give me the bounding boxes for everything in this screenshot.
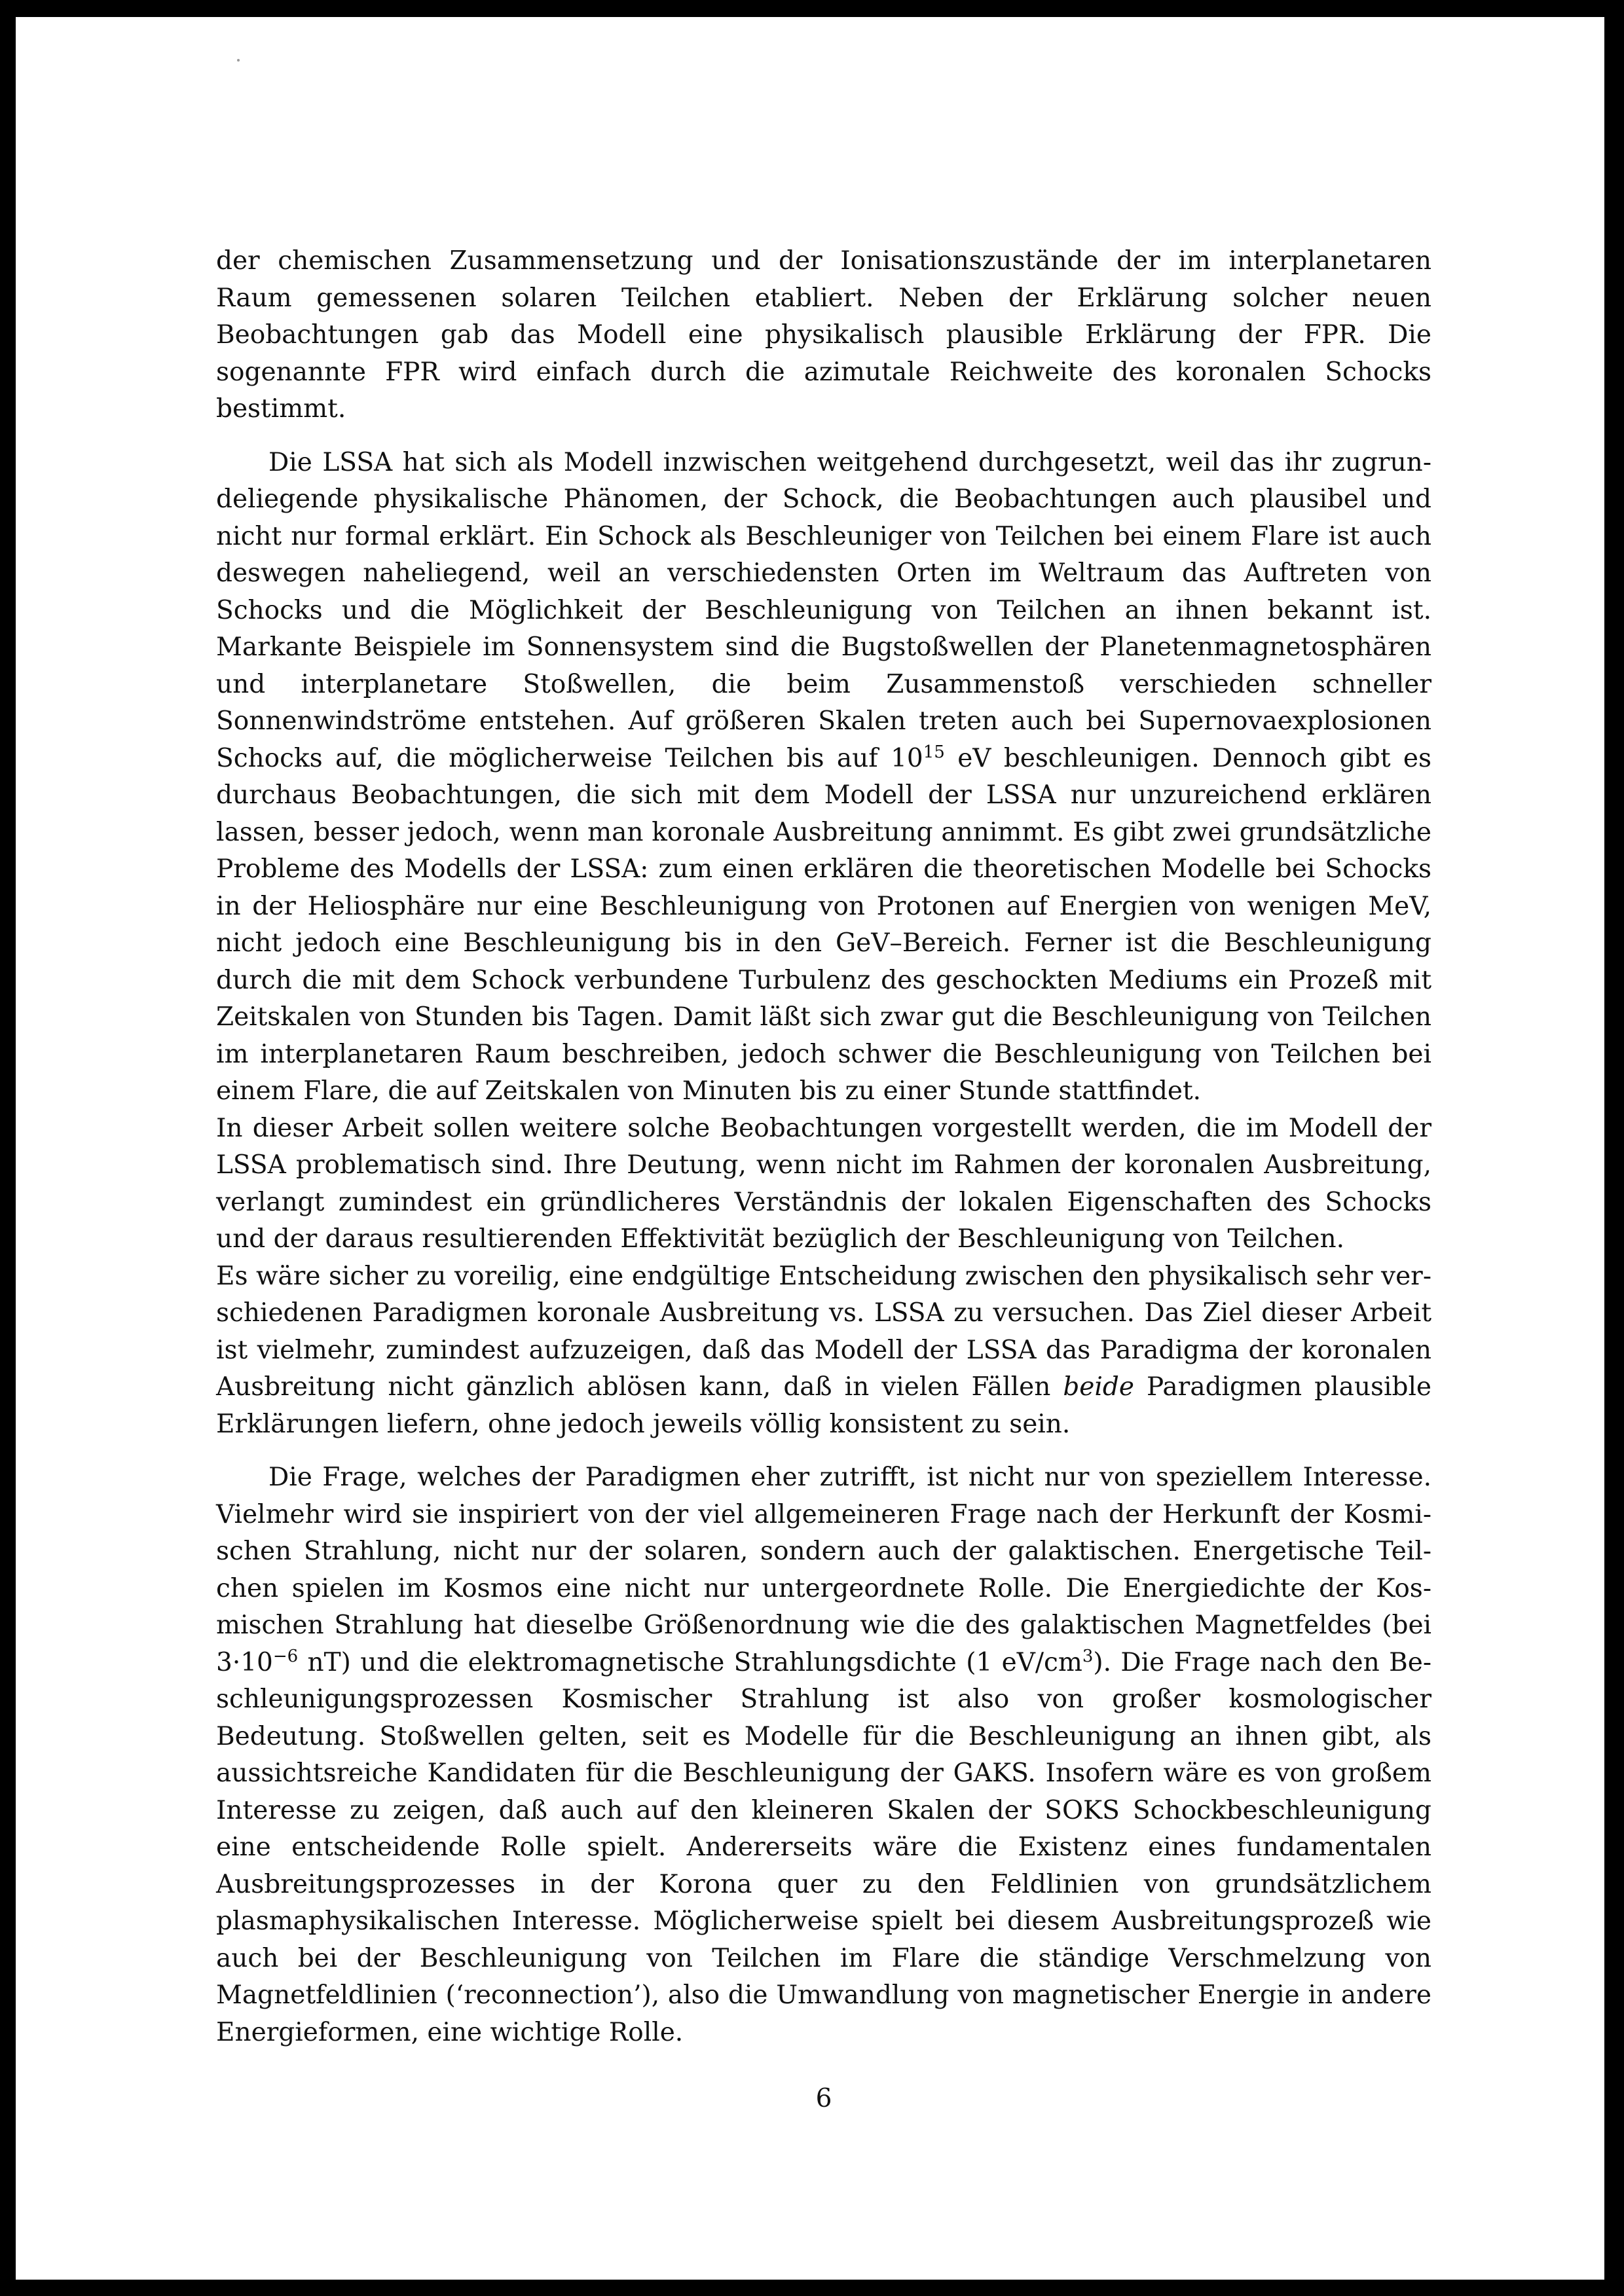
page-number: 6: [815, 2084, 832, 2113]
paragraph-3-text: In dieser Arbeit sollen weitere solche Beobachtungen vorgestellt werden, die im Modell der LSSA problematisch sind. Ihre Deutung, wenn nicht im Rahmen der koronalen Ausbreitung, verlangt zumindest ein gründlicheres Verständnis der lokalen Eigenschaften des Schocks und der daraus resultierenden Effektivität bezüglich der Beschleunigung von Teilchen.: [216, 1113, 1431, 1254]
paragraph-4-text-b: Paradigmen plausible Erklärungen liefern, ohne jedoch jeweils völlig konsistent zu sein.: [216, 1372, 1431, 1439]
exponent-minus-6: −6: [272, 1646, 299, 1666]
paragraph-1-text: der chemischen Zusammensetzung und der Ionisationszustände der im interplanetaren Raum gemessenen solaren Teilchen etabliert. Neben der Erklärung solcher neuen Beobachtungen gab das Modell eine physikalisch plausible Erklärung der FPR. Die sogenannte FPR wird einfach durch die azimutale Reichweite des koronalen Schocks bestimmt.: [216, 246, 1431, 424]
paragraph-4: [216, 1258, 1431, 1444]
body-text: [216, 243, 1431, 2051]
paragraph-5-text-a: Die Frage, welches der Paradigmen eher zutrifft, ist nicht nur von speziellem Interesse. Vielmehr wird sie inspiriert von der viel allgemeineren Frage nach der Herkunft der Kosmischen Strahlung, nicht nur der solaren, sondern auch der galaktischen. Energetische Teilchen spielen im Kosmos eine nicht nur untergeordnete Rolle. Die Energiedichte der Kosmischen Strahlung hat dieselbe Größenordnung wie die des galaktischen Magnetfeldes (bei 3·10: [216, 1463, 1431, 1677]
paragraph-2-text-b: eV beschleunigen. Dennoch gibt es durchaus Beobachtungen, die sich mit dem Modell der LSSA nur unzureichend erklären lassen, besser jedoch, wenn man koronale Ausbreitung annimmt. Es gibt zwei grundsätzliche Probleme des Modells der LSSA: zum einen erklären die theoretischen Modelle bei Schocks in der Heliosphäre nur eine Beschleunigung von Protonen auf Energien von wenigen MeV, nicht jedoch eine Beschleunigung bis in den GeV–Bereich. Ferner ist die Beschleunigung durch die mit dem Schock verbundene Turbulenz des geschockten Mediums ein Prozeß mit Zeitskalen von Stunden bis Tagen. Damit läßt sich zwar gut die Beschleunigung von Teilchen im interplanetaren Raum beschreiben, jedoch schwer die Beschleunigung von Teilchen bei einem Flare, die auf Zeitskalen von Minuten bis zu einer Stunde stattfindet.: [216, 743, 1431, 1106]
emphasis-beide: beide: [1063, 1372, 1134, 1402]
document-page: [16, 17, 1604, 2280]
paragraph-4-text-a: Es wäre sicher zu voreilig, eine endgültige Entscheidung zwischen den physikalisch sehr verschiedenen Paradigmen koronale Ausbreitung vs. LSSA zu versuchen. Das Ziel dieser Arbeit ist vielmehr, zumindest aufzuzeigen, daß das Modell der LSSA das Paradigma der koronalen Ausbreitung nicht gänzlich ablösen kann, daß in vielen Fällen: [216, 1261, 1431, 1402]
scan-speck: [237, 59, 240, 62]
paragraph-2-text-a: Die LSSA hat sich als Modell inzwischen weitgehend durchgesetzt, weil das ihr zugrundeliegende physikalische Phänomen, der Schock, die Beobachtungen auch plausibel und nicht nur formal erklärt. Ein Schock als Beschleuniger von Teilchen bei einem Flare ist auch deswegen naheliegend, weil an verschiedensten Orten im Weltraum das Auftreten von Schocks und die Möglichkeit der Beschleunigung von Teilchen an ihnen bekannt ist. Markante Beispiele im Sonnensystem sind die Bugstoßwellen der Planetenmagnetosphären und interplanetare Stoßwellen, die beim Zusammenstoß verschieden schneller Sonnenwindströme entstehen. Auf größeren Skalen treten auch bei Supernovaexplosionen Schocks auf, die möglicherweise Teilchen bis auf 10: [216, 447, 1431, 773]
paragraph-5-text-c: ). Die Frage nach den Beschleunigungsprozessen Kosmischer Strahlung ist also von großer kosmologischer Bedeutung. Stoßwellen gelten, seit es Modelle für die Beschleunigung an ihnen gibt, als aussichtsreiche Kandidaten für die Beschleunigung der GAKS. Insofern wäre es von großem Interesse zu zeigen, daß auch auf den kleineren Skalen der SOKS Schockbeschleunigung eine entscheidende Rolle spielt. Andererseits wäre die Existenz eines fundamentalen Ausbreitungsprozesses in der Korona quer zu den Feldlinien von grundsätzlichem plasmaphysikalischen Interesse. Möglicherweise spielt bei diesem Ausbreitungsprozeß wie auch bei der Beschleunigung von Teilchen im Flare die ständige Verschmelzung von Magnetfeldlinien (‘reconnection’), also die Umwandlung von magnetischer Energie in andere Energieformen, eine wichtige Rolle.: [216, 1647, 1432, 2047]
paragraph-2: [216, 445, 1431, 1110]
paragraph-5-text-b: nT) und die elektromagnetische Strahlungsdichte (1 eV/cm: [298, 1647, 1082, 1677]
paragraph-5: [216, 1459, 1431, 2051]
paragraph-3: [216, 1110, 1431, 1258]
exponent-3: 3: [1082, 1646, 1094, 1666]
exponent-15: 15: [923, 742, 945, 762]
paragraph-1: [216, 243, 1431, 428]
